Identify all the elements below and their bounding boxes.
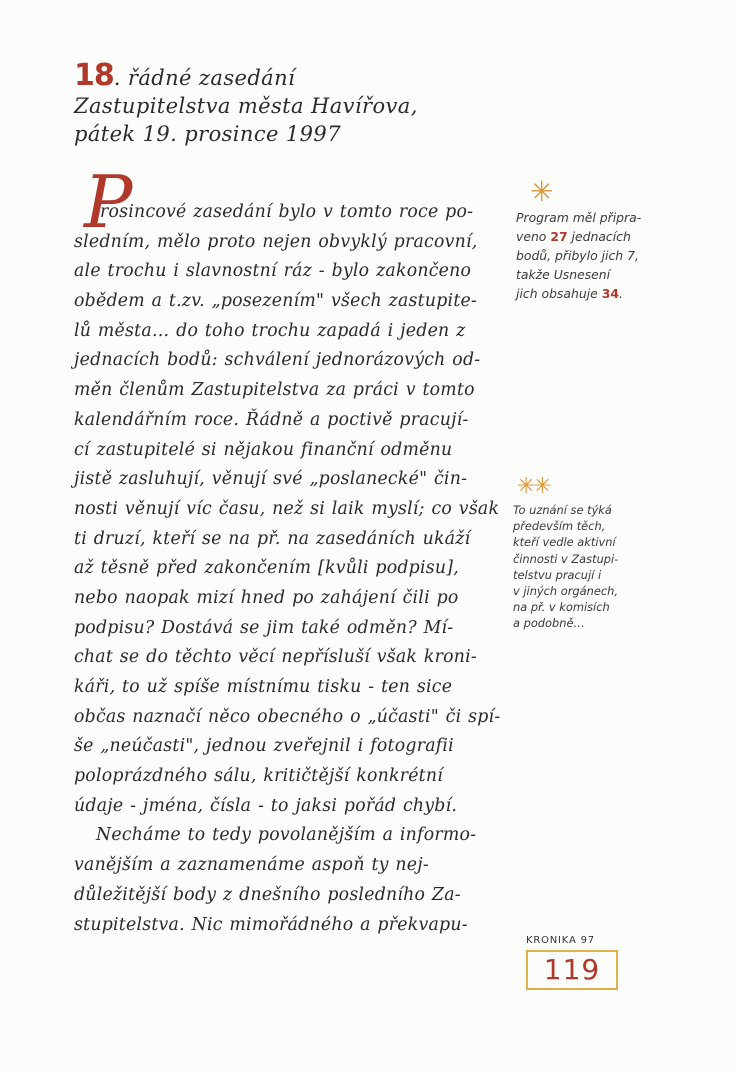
text-line: občas naznačí něco obecného o „účasti" či spí- xyxy=(74,706,501,727)
text-line: až těsně před zakončením [kvůli podpisu], xyxy=(74,558,460,579)
note-line: Program měl připra- xyxy=(516,210,642,225)
page-number: 119 xyxy=(526,950,618,990)
note-text: veno xyxy=(516,229,551,244)
text-line: ti druzí, kteří se na př. na zasedáních ukáží xyxy=(74,528,471,549)
text-line: jistě zasluhují, věnují své „poslanecké" čin- xyxy=(74,469,468,490)
margin-note-1 xyxy=(516,175,686,303)
text-line: jednacích bodů: schválení jednorázových od- xyxy=(74,350,481,371)
text-line: kalendářním roce. Řádně a poctivě pracují- xyxy=(74,409,469,430)
double-asterisk-icon: ✳✳ xyxy=(517,474,550,499)
text-line: káři, to už spíše místnímu tisku - ten sice xyxy=(74,677,453,697)
text-line: nosti věnují víc času, než si laik myslí; co však xyxy=(74,498,500,519)
header-line-1-text: . řádné zasedání xyxy=(113,66,296,90)
note-text: jednacích xyxy=(567,229,631,244)
text-line: sledním, mělo proto nejen obvyklý pracovní, xyxy=(74,231,478,252)
text-line: ale trochu i slavnostní ráz - bylo zakončeno xyxy=(74,261,472,282)
text-line: poloprázdného sálu, kritičtější konkrétní xyxy=(74,766,444,787)
page-header xyxy=(74,58,494,148)
note-line: telstvu pracují i xyxy=(513,567,602,582)
text-line: chat se do těchto věcí nepřísluší však kroni- xyxy=(74,647,478,668)
header-line-2: Zastupitelstva města Havířova, xyxy=(74,94,418,118)
note-line: na př. v komisích xyxy=(513,600,610,615)
main-text xyxy=(74,162,514,940)
text-line: cí zastupitelé si nějakou finanční odměnu xyxy=(74,439,453,460)
note-line: a podobně… xyxy=(513,616,585,631)
text-line: stupitelstva. Nic mimořádného a překvapu- xyxy=(74,914,468,935)
note-line: bodů, přibylo jich 7, xyxy=(516,248,639,263)
header-line-3: pátek 19. prosince 1997 xyxy=(74,122,341,146)
note-line: takže Usnesení xyxy=(516,267,611,282)
text-line: Necháme to tedy povolanějším a informo- xyxy=(96,825,477,846)
resolution-count: 34 xyxy=(601,286,619,301)
note-line: To uznání se týká xyxy=(513,503,612,517)
agenda-count: 27 xyxy=(550,229,568,244)
text-line: údaje - jména, čísla - to jaksi pořád chybí. xyxy=(74,795,458,816)
note-line xyxy=(516,227,686,246)
text-line: vanějším a zaznamenáme aspoň ty nej- xyxy=(74,855,429,876)
note-text: jich obsahuje xyxy=(516,286,602,301)
note-line: činnosti v Zastupi- xyxy=(513,551,619,566)
text-line: lů města… do toho trochu zapadá i jeden z xyxy=(74,320,466,341)
chronicle-label: KRONIKA 97 xyxy=(526,935,595,946)
note-line: v jiných orgánech, xyxy=(513,584,618,599)
note-line xyxy=(516,284,686,303)
session-number: 18 xyxy=(74,58,114,93)
text-line: nebo naopak mizí hned po zahájení čili po xyxy=(74,587,459,608)
text-line: podpisu? Dostává se jim také odměn? Mí- xyxy=(74,617,454,638)
margin-note-2 xyxy=(513,476,693,632)
text-line: měn členům Zastupitelstva za práci v tomto xyxy=(74,380,475,401)
drop-cap: P xyxy=(84,160,133,244)
text-line: důležitější body z dnešního posledního Za- xyxy=(74,884,461,905)
header-line-1 xyxy=(74,58,494,93)
note-line: kteří vedle aktivní xyxy=(513,535,616,550)
asterisk-icon: ✳ xyxy=(530,175,554,208)
note-text: . xyxy=(618,286,623,301)
text-line: še „neúčasti", jednou zveřejnil i fotografii xyxy=(74,736,454,757)
text-line: rosincové zasedání bylo v tomto roce po- xyxy=(100,202,474,222)
text-line: obědem a t.zv. „posezením" všech zastupite- xyxy=(74,291,478,312)
note-line: především těch, xyxy=(513,519,606,534)
